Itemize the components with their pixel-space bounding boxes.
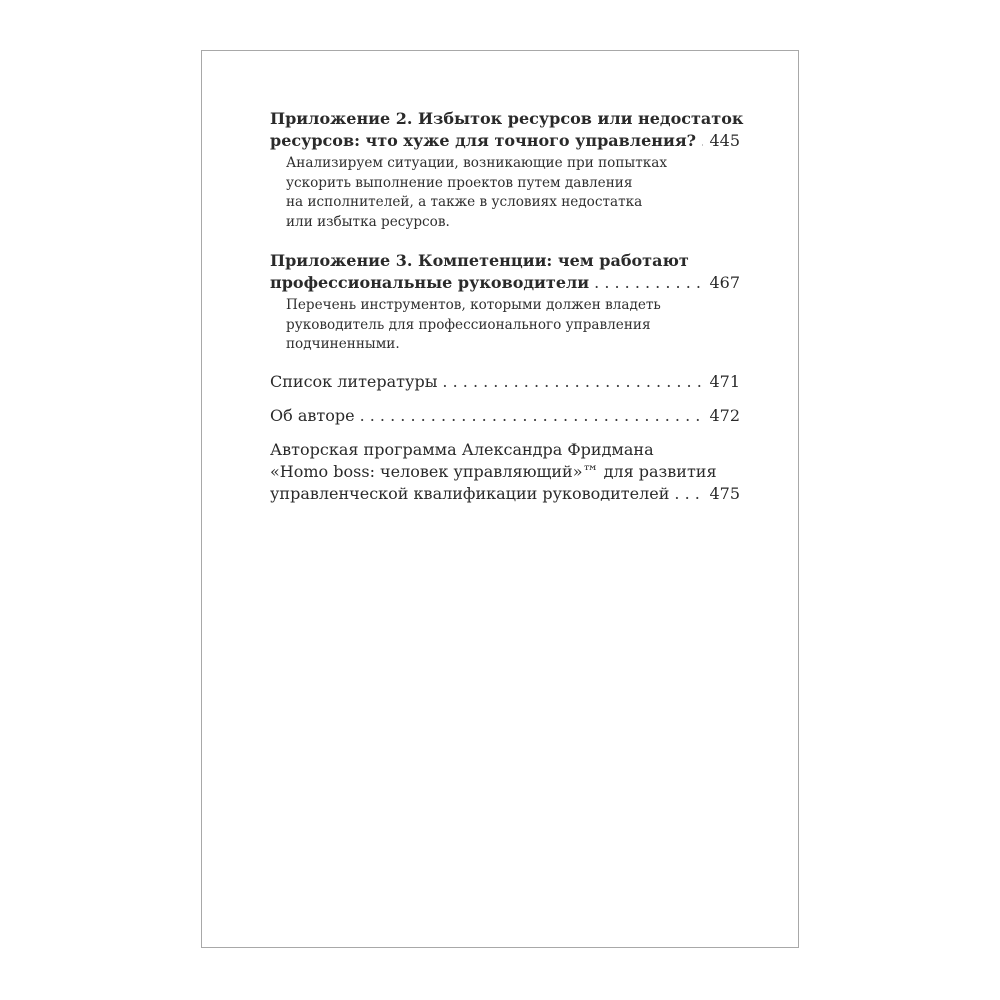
description-line: подчиненными. xyxy=(286,336,400,352)
description-line: или избытка ресурсов. xyxy=(286,213,450,230)
toc-entry-title: Авторская программа Александра Фридмана xyxy=(270,439,654,459)
toc-entry-bibliography xyxy=(270,371,740,393)
dot-leader xyxy=(674,483,703,505)
toc-entry-title-last-line xyxy=(270,130,740,152)
toc-entry-title-last-line xyxy=(270,371,740,393)
page-number: 471 xyxy=(709,371,740,391)
page-number: 472 xyxy=(709,405,740,425)
page-number: 445 xyxy=(709,131,740,150)
table-of-contents xyxy=(270,108,744,505)
description-line: Анализируем ситуации, возникающие при попытках xyxy=(286,155,667,171)
toc-entry-title-end: профессиональные руководители xyxy=(270,273,590,292)
toc-entry-appendix-3 xyxy=(270,250,740,355)
toc-entry-title-end: Об авторе xyxy=(270,405,355,425)
page-number: 475 xyxy=(709,483,740,503)
toc-entry-appendix-2 xyxy=(270,108,744,232)
dot-leader xyxy=(442,371,703,393)
toc-entry-author-program xyxy=(270,439,740,505)
toc-entry-title-end: управленческой квалификации руководителей xyxy=(270,483,670,503)
description-line: Перечень инструментов, которыми должен владеть xyxy=(286,297,661,313)
toc-entry-title-end: Список литературы xyxy=(270,371,438,391)
page-number: 467 xyxy=(709,273,740,292)
toc-entry-description xyxy=(286,154,740,232)
toc-entry-about-author xyxy=(270,405,740,427)
dot-leader xyxy=(360,405,704,427)
toc-entry-title-last-line xyxy=(270,405,740,427)
dot-leader xyxy=(701,130,703,152)
description-line: ускорить выполнение проектов путем давления xyxy=(286,174,633,191)
toc-entry-title: Приложение 3. Компетенции: чем работают xyxy=(270,251,689,270)
toc-entry-title: Приложение 2. Избыток ресурсов или недостаток xyxy=(270,109,744,128)
toc-entry-title-last-line xyxy=(270,483,740,505)
toc-entry-description xyxy=(286,296,740,355)
description-line: руководитель для профессионального управления xyxy=(286,316,651,333)
toc-entry-title-last-line xyxy=(270,272,740,294)
book-page xyxy=(201,50,799,948)
description-line: на исполнителей, а также в условиях недостатка xyxy=(286,194,643,210)
dot-leader xyxy=(594,272,703,294)
toc-entry-title: «Homo boss: человек управляющий»™ для развития xyxy=(270,461,717,481)
toc-entry-title-end: ресурсов: что хуже для точного управления? xyxy=(270,131,697,150)
